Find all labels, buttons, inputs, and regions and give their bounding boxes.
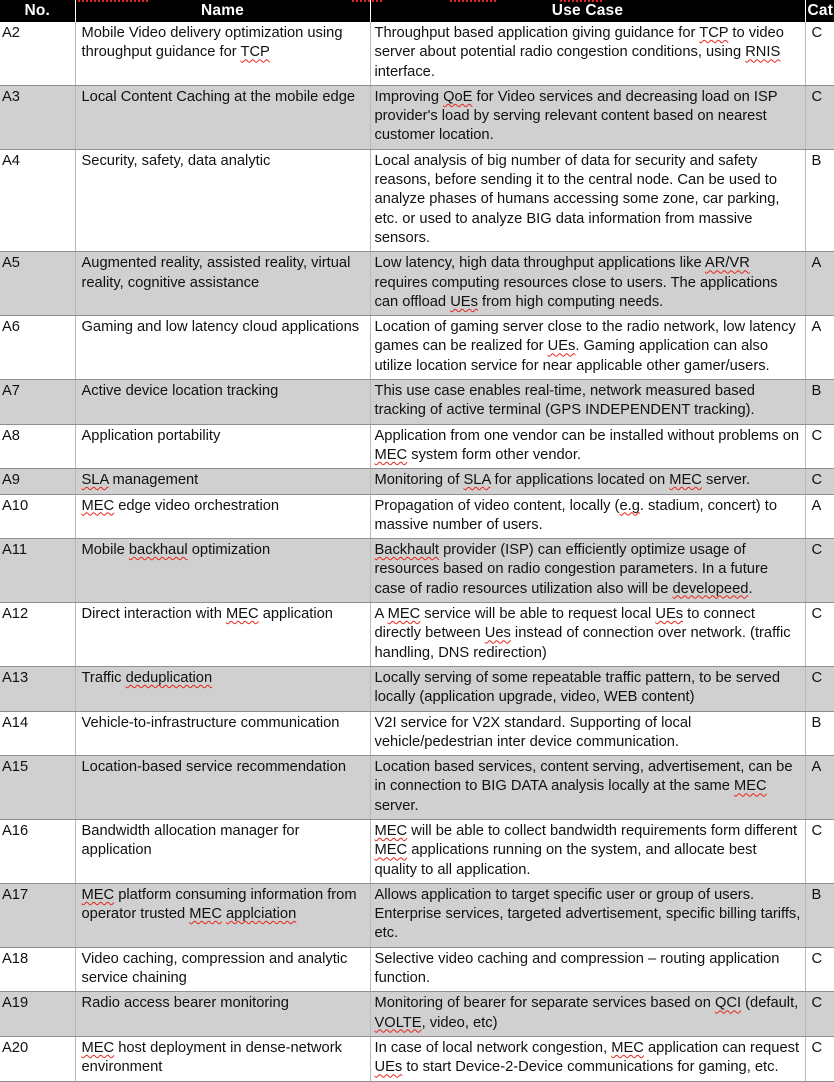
cell-name[interactable]: Augmented reality, assisted reality, virtual reality, cognitive assistance — [75, 252, 370, 316]
cell-category[interactable]: C — [805, 1036, 834, 1081]
cell-category[interactable]: C — [805, 947, 834, 992]
cell-number[interactable]: A16 — [0, 819, 75, 883]
cell-category[interactable]: B — [805, 380, 834, 425]
cell-use-case[interactable]: MEC will be able to collect bandwidth requirements form different MEC applications running on the system, and allocate best quality to all application. — [370, 819, 805, 883]
cell-category[interactable]: C — [805, 992, 834, 1037]
cell-category[interactable]: B — [805, 711, 834, 756]
cell-use-case[interactable]: Application from one vendor can be installed without problems on MEC system form other vendor. — [370, 424, 805, 469]
table-row[interactable] — [0, 1036, 834, 1081]
cell-number[interactable]: A10 — [0, 494, 75, 539]
cell-use-case[interactable]: Monitoring of SLA for applications located on MEC server. — [370, 469, 805, 494]
clipped-spellcheck-row-above — [0, 0, 834, 4]
cell-category[interactable]: C — [805, 539, 834, 603]
cell-name[interactable]: Mobile backhaul optimization — [75, 539, 370, 603]
cell-use-case[interactable]: Improving QoE for Video services and decreasing load on ISP provider's load by serving relevant content based on nearest customer location. — [370, 85, 805, 149]
cell-use-case[interactable]: Throughput based application giving guidance for TCP to video server about potential radio congestion conditions, using RNIS interface. — [370, 22, 805, 85]
table-row[interactable] — [0, 947, 834, 992]
cell-category[interactable]: C — [805, 603, 834, 667]
cell-number[interactable]: A5 — [0, 252, 75, 316]
cell-use-case[interactable]: V2I service for V2X standard. Supporting of local vehicle/pedestrian inter device communication. — [370, 711, 805, 756]
cell-name[interactable]: MEC edge video orchestration — [75, 494, 370, 539]
cell-number[interactable]: A9 — [0, 469, 75, 494]
cell-name[interactable]: SLA management — [75, 469, 370, 494]
cell-category[interactable]: A — [805, 756, 834, 820]
cell-number[interactable]: A18 — [0, 947, 75, 992]
table-row[interactable] — [0, 494, 834, 539]
cell-name[interactable]: Gaming and low latency cloud applications — [75, 316, 370, 380]
cell-number[interactable]: A4 — [0, 149, 75, 251]
cell-number[interactable]: A13 — [0, 666, 75, 711]
cell-number[interactable]: A8 — [0, 424, 75, 469]
table-row[interactable] — [0, 603, 834, 667]
table-row[interactable] — [0, 469, 834, 494]
cell-use-case[interactable]: Low latency, high data throughput applications like AR/VR requires computing resources close to users. The applications can offload UEs from high computing needs. — [370, 252, 805, 316]
table-row[interactable] — [0, 756, 834, 820]
cell-number[interactable]: A14 — [0, 711, 75, 756]
cell-use-case[interactable]: Location of gaming server close to the radio network, low latency games can be realized for UEs. Gaming application can also utilize location service for near applicable other gamer/users. — [370, 316, 805, 380]
cell-name[interactable]: Active device location tracking — [75, 380, 370, 425]
cell-category[interactable]: A — [805, 316, 834, 380]
cell-number[interactable]: A11 — [0, 539, 75, 603]
table-row[interactable] — [0, 22, 834, 85]
column-header-use-case[interactable]: Use Case — [370, 0, 805, 22]
cell-category[interactable]: C — [805, 666, 834, 711]
cell-category[interactable]: C — [805, 469, 834, 494]
cell-use-case[interactable]: A MEC service will be able to request local UEs to connect directly between Ues instead of connection over network. (traffic handling, DNS redirection) — [370, 603, 805, 667]
cell-name[interactable]: Bandwidth allocation manager for application — [75, 819, 370, 883]
cell-use-case[interactable]: Backhault provider (ISP) can efficiently optimize usage of resources based on radio congestion parameters. In a future case of radio resources utilization also will be developeed. — [370, 539, 805, 603]
cell-category[interactable]: C — [805, 819, 834, 883]
cell-name[interactable]: Radio access bearer monitoring — [75, 992, 370, 1037]
cell-use-case[interactable]: Monitoring of bearer for separate services based on QCI (default, VOLTE, video, etc) — [370, 992, 805, 1037]
cell-name[interactable]: Video caching, compression and analytic service chaining — [75, 947, 370, 992]
table-row[interactable] — [0, 85, 834, 149]
cell-use-case[interactable]: Locally serving of some repeatable traffic pattern, to be served locally (application upgrade, video, WEB content) — [370, 666, 805, 711]
cell-name[interactable]: Location-based service recommendation — [75, 756, 370, 820]
cell-name[interactable]: Security, safety, data analytic — [75, 149, 370, 251]
cell-number[interactable]: A3 — [0, 85, 75, 149]
cell-category[interactable]: B — [805, 149, 834, 251]
table-row[interactable] — [0, 992, 834, 1037]
cell-use-case[interactable]: Location based services, content serving, advertisement, can be in connection to BIG DATA analysis locally at the same MEC server. — [370, 756, 805, 820]
column-header-no[interactable]: No. — [0, 0, 75, 22]
table-row[interactable] — [0, 539, 834, 603]
table-row[interactable] — [0, 666, 834, 711]
cell-use-case[interactable]: This use case enables real-time, network measured based tracking of active terminal (GPS INDEPENDENT tracking). — [370, 380, 805, 425]
cell-use-case[interactable]: Allows application to target specific user or group of users. Enterprise services, targeted advertisement, specific billing tariffs, etc. — [370, 883, 805, 947]
table-row[interactable] — [0, 883, 834, 947]
table-row[interactable] — [0, 380, 834, 425]
cell-number[interactable]: A12 — [0, 603, 75, 667]
column-header-cat[interactable]: Cat — [805, 0, 834, 22]
cell-category[interactable]: C — [805, 22, 834, 85]
column-header-name[interactable]: Name — [75, 0, 370, 22]
cell-number[interactable]: A15 — [0, 756, 75, 820]
cell-use-case[interactable]: Propagation of video content, locally (e.g. stadium, concert) to massive number of users. — [370, 494, 805, 539]
table-row[interactable] — [0, 424, 834, 469]
cell-category[interactable]: C — [805, 85, 834, 149]
cell-name[interactable]: MEC platform consuming information from operator trusted MEC applciation — [75, 883, 370, 947]
cell-number[interactable]: A2 — [0, 22, 75, 85]
cell-number[interactable]: A17 — [0, 883, 75, 947]
cell-name[interactable]: Mobile Video delivery optimization using throughput guidance for TCP — [75, 22, 370, 85]
cell-use-case[interactable]: In case of local network congestion, MEC application can request UEs to start Device-2-Device communications for gaming, etc. — [370, 1036, 805, 1081]
cell-name[interactable]: Local Content Caching at the mobile edge — [75, 85, 370, 149]
cell-use-case[interactable]: Selective video caching and compression – routing application function. — [370, 947, 805, 992]
cell-number[interactable]: A19 — [0, 992, 75, 1037]
cell-name[interactable]: Application portability — [75, 424, 370, 469]
table-row[interactable] — [0, 711, 834, 756]
table-row[interactable] — [0, 149, 834, 251]
table-row[interactable] — [0, 252, 834, 316]
cell-category[interactable]: B — [805, 883, 834, 947]
table-row[interactable] — [0, 316, 834, 380]
cell-number[interactable]: A6 — [0, 316, 75, 380]
cell-name[interactable]: Direct interaction with MEC application — [75, 603, 370, 667]
cell-number[interactable]: A7 — [0, 380, 75, 425]
cell-category[interactable]: A — [805, 252, 834, 316]
cell-category[interactable]: C — [805, 424, 834, 469]
table-body — [0, 22, 834, 1081]
cell-category[interactable]: A — [805, 494, 834, 539]
cell-number[interactable]: A20 — [0, 1036, 75, 1081]
cell-name[interactable]: Vehicle-to-infrastructure communication — [75, 711, 370, 756]
cell-use-case[interactable]: Local analysis of big number of data for security and safety reasons, before sending it to the central node. Can be used to analyze phases of humans accessing some zone, car parking, etc. or used to analyze BIG data information from massive sensors. — [370, 149, 805, 251]
cell-name[interactable]: Traffic deduplication — [75, 666, 370, 711]
cell-name[interactable]: MEC host deployment in dense-network environment — [75, 1036, 370, 1081]
table-row[interactable] — [0, 819, 834, 883]
